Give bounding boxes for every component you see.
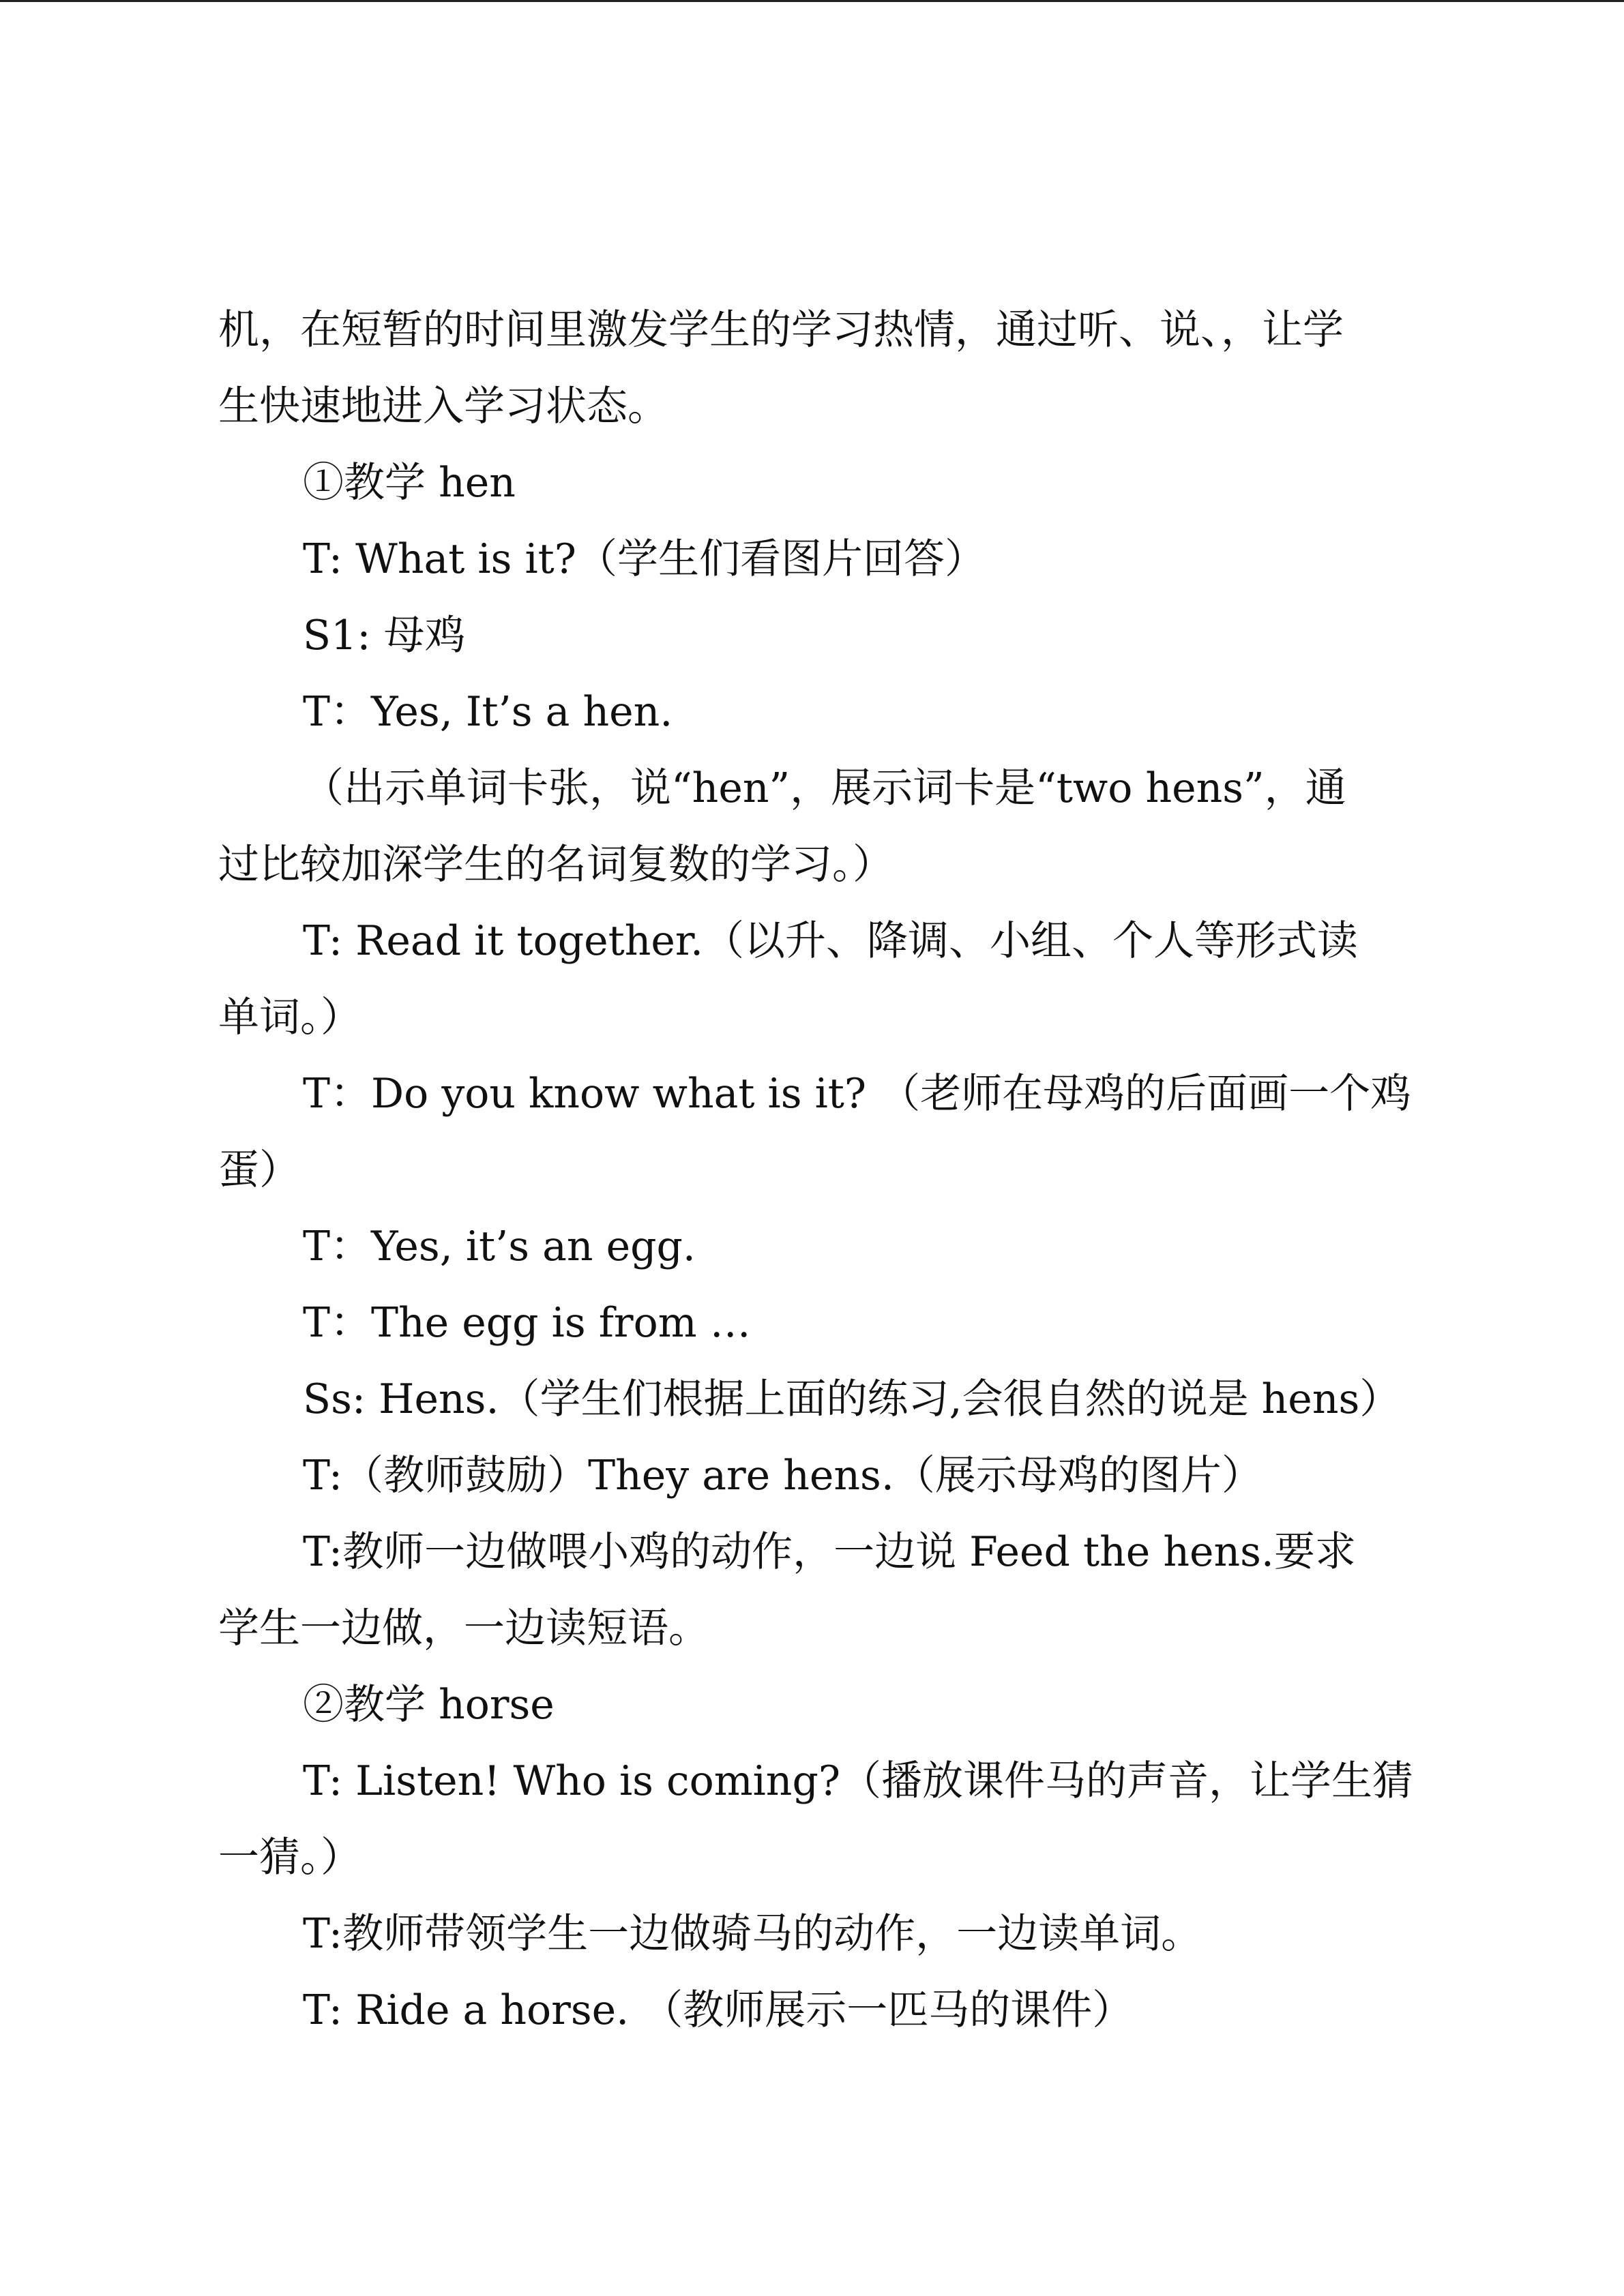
text-line-10: 单词。） (218, 994, 361, 1041)
top-border-line (0, 0, 1624, 2)
text-line-6: T：Yes, It’s a hen. (303, 688, 673, 736)
text-line-2: 生快速地进入学习状态。 (218, 383, 668, 430)
text-line-8: 过比较加深学生的名词复数的学习。） (218, 841, 894, 889)
text-line-4: T: What is it?（学生们看图片回答） (303, 535, 986, 583)
text-line-22: T:教师带领学生一边做骑马的动作，一边读单词。 (303, 1910, 1202, 1958)
text-line-23: T: Ride a horse. （教师展示一匹马的课件） (303, 1986, 1134, 2034)
text-line-7: （出示单词卡张，说“hen”，展示词卡是“two hens”，通 (303, 764, 1346, 812)
text-line-1: 机，在短暂的时间里激发学生的学习热情，通过听、说、，让学 (218, 306, 1344, 354)
text-line-17: T:教师一边做喂小鸡的动作，一边说 Feed the hens.要求 (303, 1528, 1357, 1576)
text-line-14: T：The egg is from … (303, 1299, 751, 1347)
text-line-9: T: Read it together.（以升、降调、小组、个人等形式读 (303, 917, 1359, 965)
document-body (218, 292, 1426, 2048)
text-line-15: Ss: Hens.（学生们根据上面的练习,会很自然的说是 hens） (303, 1375, 1401, 1423)
text-line-21: 一猜。） (218, 1834, 361, 1881)
text-line-13: T：Yes, it’s an egg. (303, 1223, 696, 1270)
text-line-12: 蛋） (218, 1146, 300, 1194)
text-line-3: ①教学 hen (303, 459, 516, 507)
text-line-20: T: Listen! Who is coming?（播放课件马的声音，让学生猜 (303, 1757, 1414, 1805)
text-line-5: S1: 母鸡 (303, 612, 466, 659)
text-line-18: 学生一边做，一边读短语。 (218, 1605, 709, 1652)
text-line-16: T:（教师鼓励）They are hens.（展示母鸡的图片） (303, 1452, 1263, 1500)
text-line-19: ②教学 horse (303, 1681, 555, 1729)
text-line-11: T：Do you know what is it? （老师在母鸡的后面画一个鸡 (303, 1070, 1412, 1118)
